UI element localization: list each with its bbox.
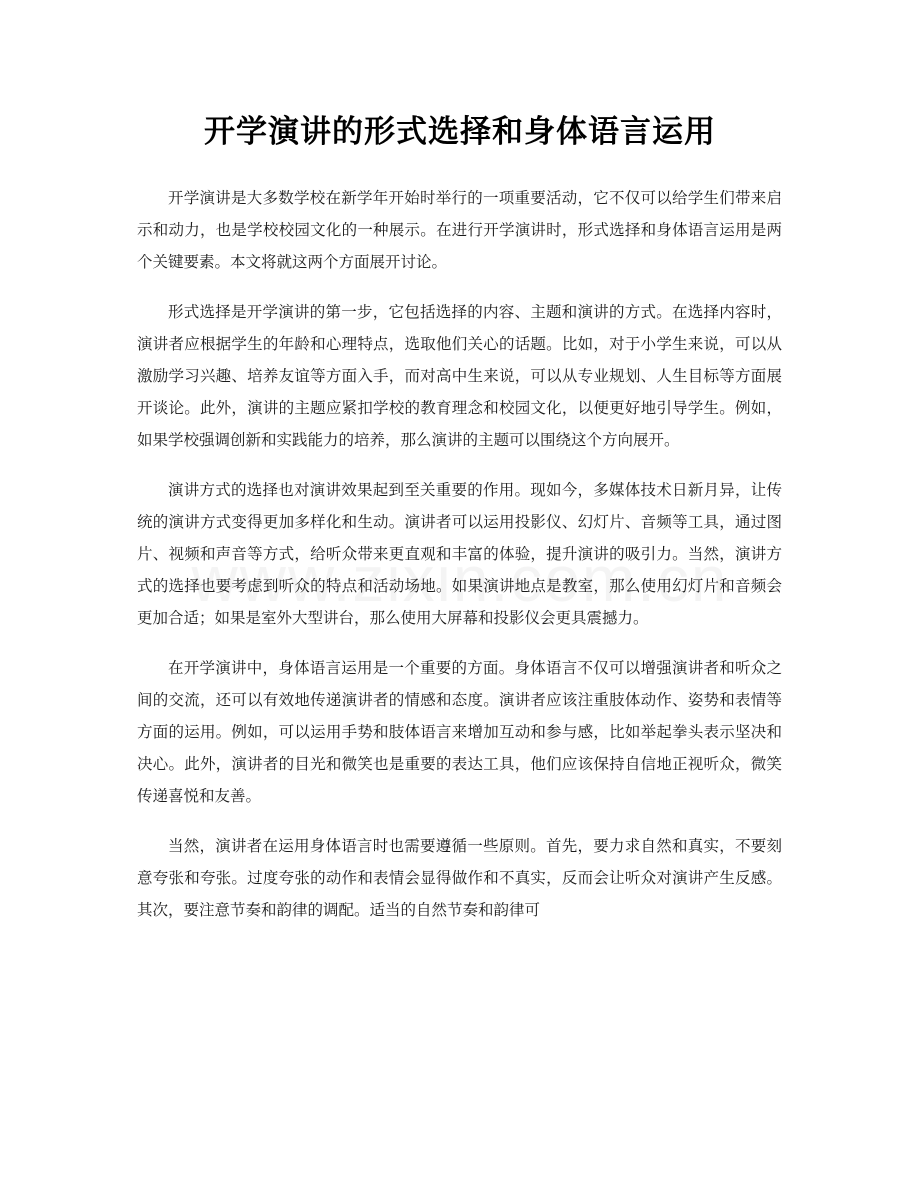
paragraph-3: 演讲方式的选择也对演讲效果起到至关重要的作用。现如今，多媒体技术日新月异，让传统的演讲方式变得更加多样化和生动。演讲者可以运用投影仪、幻灯片、音频等工具，通过图片、视频和声音等方式，给听众带来更直观和丰富的体验，提升演讲的吸引力。当然，演讲方式的选择也要考虑到听众的特点和活动场地。如果演讲地点是教室，那么使用幻灯片和音频会更加合适；如果是室外大型讲台，那么使用大屏幕和投影仪会更具震撼力。	[137, 481, 782, 627]
document-title: 开学演讲的形式选择和身体语言运用	[204, 114, 716, 150]
paragraph-5: 当然，演讲者在运用身体语言时也需要遵循一些原则。首先，要力求自然和真实，不要刻意夸张和夸张。过度夸张的动作和表情会显得做作和不真实，反而会让听众对演讲产生反感。其次，要注意节奏和韵律的调配。适当的自然节奏和韵律可	[137, 837, 782, 919]
paragraph-2: 形式选择是开学演讲的第一步，它包括选择的内容、主题和演讲的方式。在选择内容时，演讲者应根据学生的年龄和心理特点，选取他们关心的话题。比如，对于小学生来说，可以从激励学习兴趣、培养友谊等方面入手，而对高中生来说，可以从专业规划、人生目标等方面展开谈论。此外，演讲的主题应紧扣学校的教育理念和校园文化，以便更好地引导学生。例如，如果学校强调创新和实践能力的培养，那么演讲的主题可以围绕这个方向展开。	[137, 303, 782, 449]
document-body	[137, 182, 782, 944]
paragraph-1: 开学演讲是大多数学校在新学年开始时举行的一项重要活动，它不仅可以给学生们带来启示和动力，也是学校校园文化的一种展示。在进行开学演讲时，形式选择和身体语言运用是两个关键要素。本文将就这两个方面展开讨论。	[137, 189, 782, 271]
paragraph-4: 在开学演讲中，身体语言运用是一个重要的方面。身体语言不仅可以增强演讲者和听众之间的交流，还可以有效地传递演讲者的情感和态度。演讲者应该注重肢体动作、姿势和表情等方面的运用。例如，可以运用手势和肢体语言来增加互动和参与感，比如举起拳头表示坚决和决心。此外，演讲者的目光和微笑也是重要的表达工具，他们应该保持自信地正视听众，微笑传递喜悦和友善。	[137, 659, 782, 805]
